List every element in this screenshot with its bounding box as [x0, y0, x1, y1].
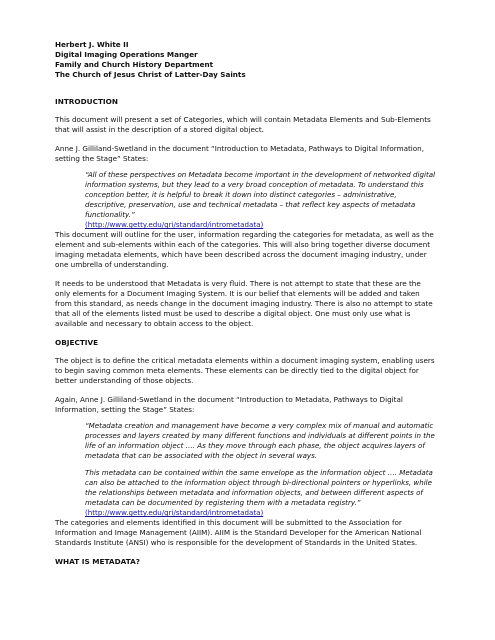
- introduction-heading: INTRODUCTION: [55, 97, 118, 106]
- text-line: Again, Anne J. Gilliland-Swetland in the document “Introduction to Metadata, Pathways to Digital: [55, 395, 403, 404]
- intro-paragraph-4: [55, 279, 451, 329]
- quote-line: metadata that can be associated with the object in several ways.: [85, 451, 318, 460]
- quote-line: can also be attached to the information object through bi-directional pointers or hyperlinks, while: [85, 478, 433, 487]
- author-department: Family and Church History Department: [55, 60, 214, 69]
- quote-line: information systems, but they lead to a very broad conception of metadata. To understand this: [85, 180, 424, 189]
- author-organization: The Church of Jesus Christ of Latter-Day Saints: [55, 70, 246, 79]
- text-line: It needs to be understood that Metadata is very fluid. There is not attempt to state that these are the: [55, 279, 421, 288]
- author-header: [55, 40, 451, 80]
- text-line: that all of the elements listed must be used to describe a digital object. One must only use what is: [55, 309, 411, 318]
- text-line: one umbrella of understanding.: [55, 260, 169, 269]
- text-line: Information and Image Management (AIIM). AIIM is the Standard Developer for the American National: [55, 528, 422, 537]
- text-line: imaging metadata elements, which have been described across the document imaging industry, under: [55, 250, 427, 259]
- text-line: better understanding of those objects.: [55, 376, 194, 385]
- quote-2a: [85, 421, 451, 461]
- text-line: This document will outline for the user, information regarding the categories for metadata, as well as the: [55, 230, 434, 239]
- quote-line: metadata can be documented by registering them with a metadata registry.”: [85, 498, 361, 507]
- quote-line: processes and layers created by many different functions and individuals at different points in the: [85, 431, 435, 440]
- author-name: Herbert J. White II: [55, 40, 129, 49]
- text-line: The object is to define the critical metadata elements within a document imaging system, enabling users: [55, 356, 435, 365]
- quote-2b: [85, 468, 451, 518]
- intro-paragraph-3: [55, 230, 451, 270]
- quote-1: [85, 170, 451, 230]
- objective-paragraph-2: [55, 395, 451, 415]
- text-line: element and sub-elements within each of the categories. This will also bring together diverse document: [55, 240, 431, 249]
- quote-line: the relationships between metadata and information objects, and between different aspects of: [85, 488, 423, 497]
- what-is-metadata-heading: WHAT IS METADATA?: [55, 557, 140, 566]
- text-line: Anne J. Gilliland-Swetland in the document “Introduction to Metadata, Pathways to Digital Information,: [55, 144, 425, 153]
- text-line: setting the Stage” States:: [55, 154, 149, 163]
- text-line: only elements for a Document Imaging System. It is our belief that elements will be added and taken: [55, 289, 420, 298]
- text-line: available and necessary to obtain access to the object.: [55, 319, 254, 328]
- text-line: The categories and elements identified in this document will be submitted to the Association for: [55, 518, 402, 527]
- objective-paragraph-3: [55, 518, 451, 548]
- quote-line: “All of these perspectives on Metadata become important in the development of networked digital: [85, 170, 436, 179]
- quote-line: conception better, it is helpful to break it down into distinct categories – administrative,: [85, 190, 397, 199]
- quote-line: This metadata can be contained within the same envelope as the information object …. Metadata: [85, 468, 433, 477]
- intro-paragraph-1: [55, 115, 451, 135]
- objective-paragraph-1: [55, 356, 451, 386]
- quote-line: “Metadata creation and management have become a very complex mix of manual and automatic: [85, 421, 434, 430]
- text-line: Standards Institute (ANSI) who is responsible for the development of Standards in the United States.: [55, 538, 418, 547]
- text-line: from this standard, as needs change in the document imaging industry. There is also no attempt to state: [55, 299, 433, 308]
- quote-line: functionality.”: [85, 210, 135, 219]
- author-title: Digital Imaging Operations Manger: [55, 50, 198, 59]
- source-link-2[interactable]: (http://www.getty.edu/gri/standard/intrometadata): [85, 508, 264, 517]
- quote-line: descriptive, preservation, use and technical metadata – that reflect key aspects of metadata: [85, 200, 416, 209]
- text-line: This document will present a set of Categories, which will contain Metadata Elements and Sub-Elements: [55, 115, 431, 124]
- source-link-1[interactable]: (http://www.getty.edu/gri/standard/intrometadata): [85, 220, 264, 229]
- text-line: that will assist in the description of a stored digital object.: [55, 125, 264, 134]
- text-line: to begin saving common meta elements. These elements can be directly tied to the digital object for: [55, 366, 419, 375]
- quote-line: life of an information object …. As they move through each phase, the object acquires layers of: [85, 441, 425, 450]
- text-line: Information, setting the Stage” States:: [55, 405, 195, 414]
- objective-heading: OBJECTIVE: [55, 338, 99, 347]
- intro-paragraph-2: [55, 144, 451, 164]
